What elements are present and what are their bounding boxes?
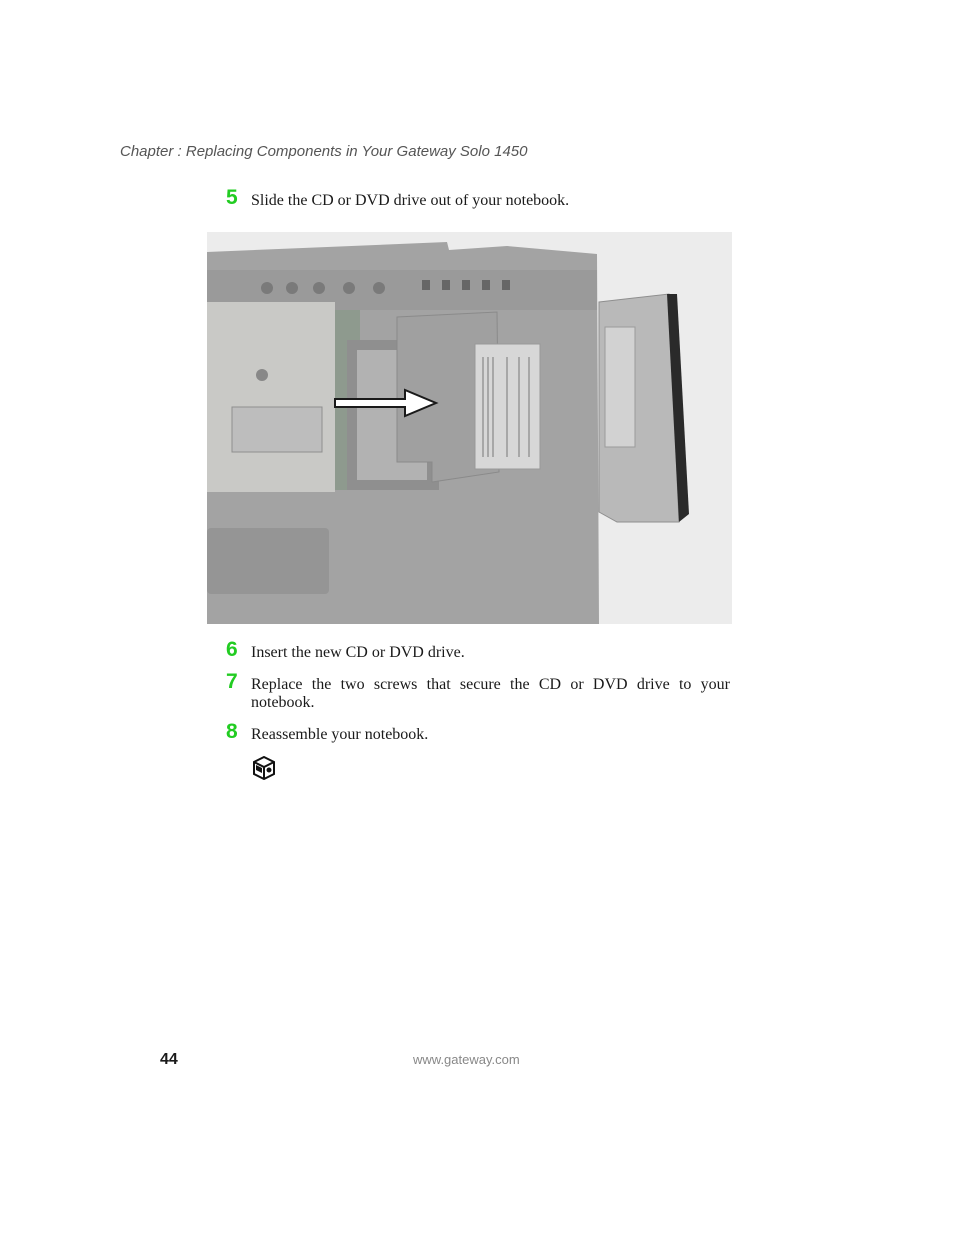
step-text: Replace the two screws that secure the CD or DVD drive to your notebook. bbox=[251, 676, 730, 711]
cd-dvd-drive-removal-photo bbox=[207, 232, 732, 624]
step-5 bbox=[226, 186, 730, 210]
page-number: 44 bbox=[160, 1051, 178, 1068]
chapter-header: Chapter : Replacing Components in Your Gateway Solo 1450 bbox=[120, 143, 528, 160]
step-number: 7 bbox=[226, 670, 238, 693]
step-7 bbox=[226, 670, 730, 712]
step-8 bbox=[226, 720, 730, 744]
step-number: 5 bbox=[226, 186, 238, 209]
step-number: 8 bbox=[226, 720, 238, 743]
step-text: Reassemble your notebook. bbox=[251, 726, 429, 743]
step-6 bbox=[226, 638, 730, 662]
step-text: Insert the new CD or DVD drive. bbox=[251, 644, 465, 661]
gateway-cow-box-icon bbox=[252, 756, 276, 780]
footer-website: www.gateway.com bbox=[413, 1052, 520, 1067]
step-number: 6 bbox=[226, 638, 238, 661]
step-text: Slide the CD or DVD drive out of your notebook. bbox=[251, 192, 570, 209]
